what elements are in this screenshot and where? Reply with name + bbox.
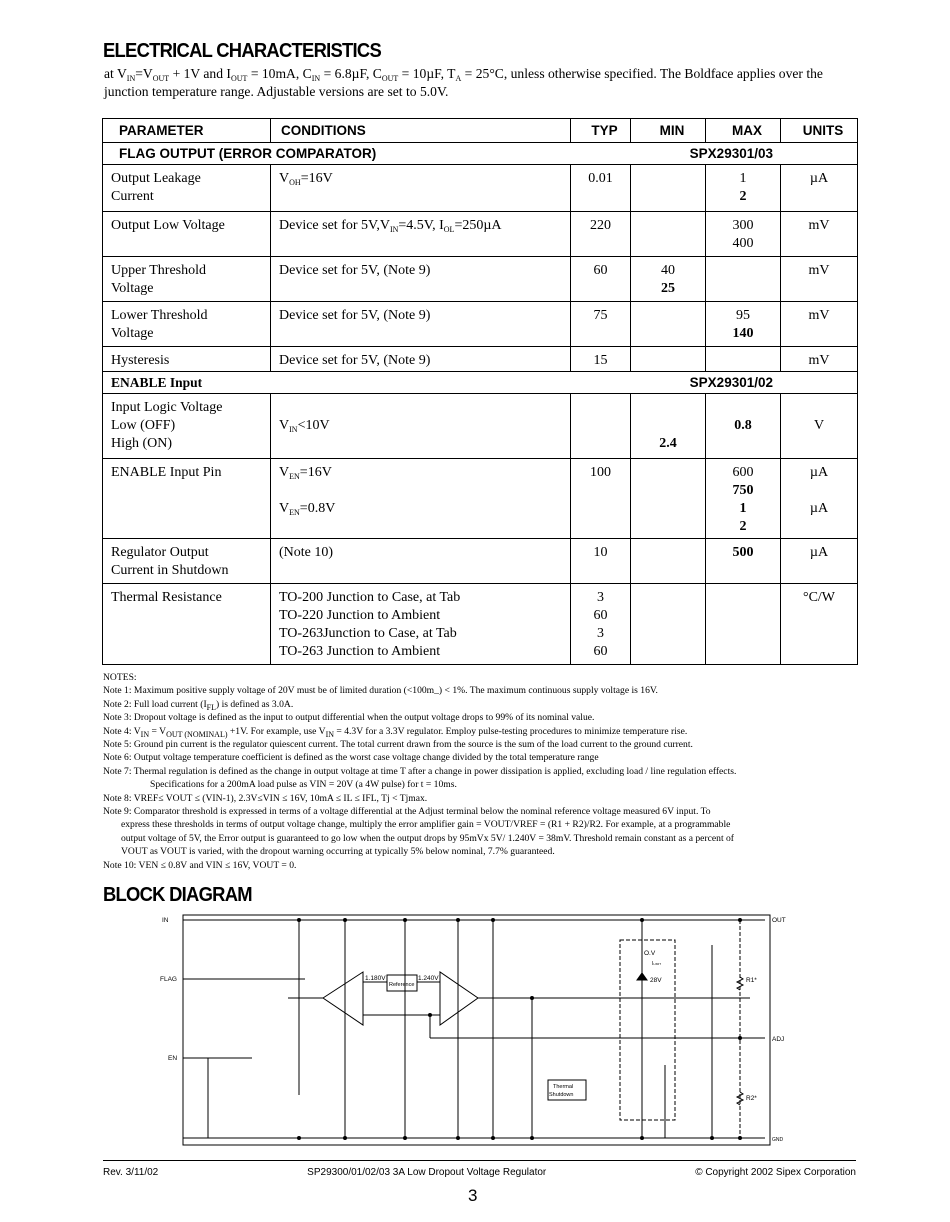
intro-text: at $V_{IN}=V_{OUT} + 1V$ and $I_{OUT} = 10mA$, $C_{IN} = 6.8\mu F$, $C_{OUT} = 10\mu F$, $T_A = 25^\circ C$, unless otherwise specified. The Boldface applies over the junction temperature range. Adjustable versions are set to 5.0V. — [104, 66, 823, 99]
table-row: ENABLE Input Pin $V_{EN}=16V$ $V_{EN}=0.8V$ 100 600 750 1 2 µA µA — [103, 459, 858, 539]
svg-text:Shutdown: Shutdown — [549, 1092, 574, 1098]
error-comparator — [323, 972, 363, 1025]
error-amplifier — [440, 972, 478, 1025]
revision: Rev. 3/11/02 — [103, 1167, 159, 1178]
section-row-flag: FLAG OUTPUT (ERROR COMPARATOR) SPX29301/03 — [103, 143, 858, 165]
svg-text:IN: IN — [162, 917, 169, 924]
col-max: MAX — [706, 119, 781, 143]
section-title-electrical: ELECTRICAL CHARACTERISTICS — [103, 40, 381, 62]
svg-text:1.180V: 1.180V — [365, 975, 386, 982]
zener-diode-icon — [637, 973, 647, 980]
svg-text:28V: 28V — [650, 977, 662, 984]
svg-text:R1*: R1* — [746, 977, 757, 984]
col-parameter: PARAMETER — [103, 119, 271, 143]
svg-text:Reference: Reference — [389, 982, 415, 988]
col-conditions: CONDITIONS — [271, 119, 571, 143]
col-min: MIN — [631, 119, 706, 143]
document-title: SP29300/01/02/03 3A Low Dropout Voltage Regulator — [307, 1167, 547, 1178]
svg-text:R2*: R2* — [746, 1095, 757, 1102]
table-row: Lower Threshold Voltage Device set for 5V, (Note 9) 75 95 140 mV — [103, 302, 858, 347]
svg-text:ADJ: ADJ — [772, 1036, 785, 1043]
svg-text:ILIMIT: ILIMIT — [652, 961, 662, 967]
notes: NOTES: Note 1: Maximum positive supply voltage of 20V must be of limited duration (<100m_) < 1%. The maximum continuous supply voltage is 16V. Note 2: Full load current $(I_{FL})$ is defined as 3.0A. Note 3: Dropout voltage is defined as the input to output differential when the output voltage drops to 99% of its nominal value. Note 4: $V_{IN} = V_{OUT (NOMINAL)} +1V$. For example, use $V_{IN} = 4.3V$ for a 3.3V regulator. Employ pulse-testing procedures to minimize temperature rise. Note 5: Ground pin current is the regulator quiescent current. The total current drawn from the source is the sum of the load current to the ground current. Note 6: Output voltage temperature coefficient is defined as the worst case voltage change divided by the total temperature range Note 7: Thermal regulation is defined as the change in output voltage at time T after a change in power dissipation is applied, excluding load / line regulation effects. Specifications for a 200mA load pulse as VIN = 20V (a 4W pulse) for t = 10ms. Note 8: VREF≤ VOUT ≤ (VIN-1), 2.3V≤VIN ≤ 16V, 10mA ≤ IL ≤ IFL, Tj < Tjmax. Note 9: Comparator threshold is expressed in terms of a voltage differential at the Adjust terminal below the nominal reference voltage measured 6V input. To express these thresholds in terms of output voltage change, multiply the error amplifier gain = VOUT/VREF = (R1 + R2)/R2. For example, at a programmable output voltage of 5V, the Error output is guaranteed to go low when the output drops by 95mVx 5V/ 1.240V = 38mV. Threshold remain constant as a percent of VOUT as VOUT is varied, with the dropout warning occurring at typically 5% below nominal, 7.7% guaranteed. Note 10: VEN ≤ 0.8V and VIN ≤ 16V, VOUT = 0. — [103, 672, 737, 871]
table-row: Upper Threshold Voltage Device set for 5V, (Note 9) 60 40 25 mV — [103, 257, 858, 302]
col-typ: TYP — [571, 119, 631, 143]
block-diagram — [160, 905, 800, 1150]
table-row: Regulator Output Current in Shutdown (Note 10) 10 500 µA — [103, 539, 858, 584]
svg-text:OUT: OUT — [772, 917, 786, 924]
col-units: UNITS — [781, 119, 858, 143]
copyright: © Copyright 2002 Sipex Corporation — [695, 1167, 856, 1178]
diagram-border — [183, 915, 770, 1145]
svg-text:EN: EN — [168, 1055, 178, 1062]
table-row: Output Leakage Current $V_{OH}=16V$ 0.01 1 2 µA — [103, 165, 858, 212]
table-row: Hysteresis Device set for 5V, (Note 9) 15 mV — [103, 347, 858, 372]
section-title-block-diagram: BLOCK DIAGRAM — [103, 884, 252, 906]
page-footer — [103, 1160, 856, 1178]
svg-text:GND: GND — [772, 1137, 784, 1143]
table-row: Output Low Voltage Device set for $5V,V_{IN}=4.5V$, $I_{OL}=250\mu A$ 220 300 400 mV — [103, 212, 858, 257]
svg-text:O.V: O.V — [644, 950, 656, 957]
svg-text:1.240V: 1.240V — [418, 975, 439, 982]
section-row-enable: ENABLE Input SPX29301/02 — [103, 372, 858, 394]
table-row: Input Logic Voltage Low (OFF) High (ON) $V_{IN}<10V$ 2.4 0.8 V — [103, 394, 858, 459]
table-row: Thermal Resistance TO-200 Junction to Case, at Tab TO-220 Junction to Ambient TO-263Junction to Case, at Tab TO-263 Junction to Ambient 3 60 3 60 °C/W — [103, 584, 858, 665]
electrical-characteristics-table — [102, 118, 858, 665]
svg-text:FLAG: FLAG — [160, 976, 177, 983]
svg-text:Thermal: Thermal — [553, 1084, 574, 1090]
page-number: 3 — [468, 1186, 478, 1205]
overvoltage-ilimit-box — [620, 940, 675, 1120]
table-header — [103, 119, 858, 143]
